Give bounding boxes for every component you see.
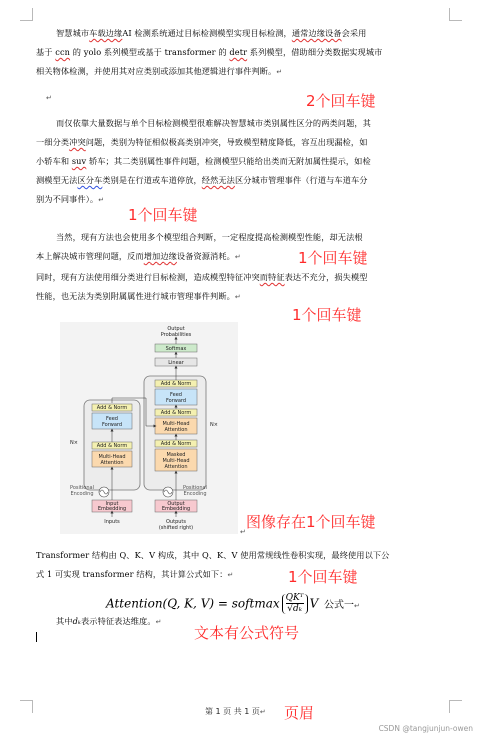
- svg-text:Positional: Positional: [70, 485, 94, 491]
- spellcheck-word[interactable]: 增加边缘: [143, 251, 177, 261]
- text: 的 yolo 系列模型或基于 transformer 的: [70, 47, 230, 57]
- margin-corner-top-left: [20, 8, 33, 21]
- transformer-architecture-image[interactable]: [60, 322, 238, 534]
- attention-formula[interactable]: [106, 594, 318, 614]
- annotation-label: 1个回车键: [292, 306, 362, 324]
- annotation-label: 1个回车键: [128, 206, 198, 224]
- margin-corner-bottom-right: [449, 700, 462, 713]
- text: 当然，现有方法也会使用多个模型组合判断，一定程度提高检测模型性能，却无法根: [56, 232, 363, 242]
- paragraph-mark: ↵: [46, 94, 52, 102]
- empty-line: [36, 88, 456, 108]
- svg-text:Add & Norm: Add & Norm: [160, 381, 192, 387]
- paragraph-1[interactable]: [36, 24, 446, 82]
- paragraph-mark: ↵: [259, 708, 266, 716]
- svg-text:Feed: Feed: [170, 392, 182, 398]
- svg-text:Embedding: Embedding: [97, 506, 127, 512]
- formula-denominator: √dₖ: [287, 604, 302, 614]
- text: 一细分类: [36, 137, 70, 147]
- paragraph-mark: ↵: [234, 293, 241, 301]
- text: 本上解决城市管理问题，反而: [36, 251, 144, 261]
- text: 智慧城市: [56, 28, 90, 38]
- svg-text:Add & Norm: Add & Norm: [160, 441, 192, 447]
- text: 相关物体检测，并使用其对应类别或添加其他逻辑进行事件判断。: [36, 66, 277, 76]
- text: 系列模型，借助细分类数据实现城市: [247, 47, 383, 57]
- svg-text:N×: N×: [70, 440, 78, 446]
- formula-label-text: 公式一: [324, 600, 354, 611]
- paragraph-mark: ↵: [98, 196, 105, 204]
- annotation-label: 1个回车键: [298, 249, 368, 267]
- paragraph-mark: ↵: [227, 571, 234, 579]
- paragraph-mark: ↵: [354, 602, 360, 610]
- paragraph-mark: ↵: [240, 528, 246, 536]
- svg-text:Output: Output: [167, 326, 185, 332]
- text: 而仅依靠大量数据与单个目标检测模型很难解决智慧城市类别属性区分的两类问题，其: [56, 118, 371, 128]
- svg-text:Attention: Attention: [164, 427, 188, 433]
- text: 类别是在行道或车道停放，: [102, 175, 202, 185]
- svg-text:Probabilities: Probabilities: [160, 332, 192, 338]
- symbol-dk: dₖ: [72, 616, 82, 626]
- text: 会采用: [341, 28, 367, 38]
- svg-text:Multi-Head: Multi-Head: [98, 454, 126, 460]
- text: 轿车；其二类别属性事件问题，检测模型只能给出类而无附加属性提示，如检: [86, 156, 371, 166]
- text: 测模型无法: [36, 175, 78, 185]
- text: 区分城市管理事件（行道与车道车分: [234, 175, 368, 185]
- watermark: CSDN @tangjunjun-owen: [378, 724, 473, 733]
- margin-corner-bottom-left: [20, 700, 33, 713]
- text: 小轿车和: [36, 156, 72, 166]
- svg-text:Multi-Head: Multi-Head: [162, 421, 190, 427]
- svg-text:Encoding: Encoding: [70, 491, 94, 497]
- transformer-diagram: [60, 322, 238, 534]
- formula-label: [324, 596, 360, 611]
- svg-text:Multi-Head: Multi-Head: [162, 458, 190, 464]
- svg-text:Masked: Masked: [166, 452, 186, 458]
- svg-text:Outputs: Outputs: [166, 519, 186, 525]
- spellcheck-word[interactable]: detr: [229, 47, 248, 57]
- feed-forward-label: Feed: [106, 416, 118, 422]
- paragraph-5[interactable]: [36, 546, 446, 585]
- annotation-label: 2个回车键: [306, 92, 376, 110]
- paragraph-2[interactable]: [36, 114, 446, 210]
- svg-text:Add & Norm: Add & Norm: [160, 410, 192, 416]
- text: 别为不同事件）。: [36, 194, 99, 204]
- spellcheck-word[interactable]: ccn: [55, 47, 71, 57]
- svg-text:Softmax: Softmax: [165, 346, 187, 352]
- text-cursor: [36, 632, 37, 642]
- annotation-label: 图像存在1个回车键: [246, 513, 376, 531]
- svg-text:Forward: Forward: [101, 422, 123, 428]
- svg-text:Positional: Positional: [183, 485, 207, 491]
- text: 其中: [56, 616, 73, 626]
- spellcheck-word[interactable]: 冲突: [69, 137, 86, 147]
- paragraph-mark: ↵: [155, 618, 162, 626]
- text: 性能，也无法为类别附属属性进行城市管理事件判断。: [36, 291, 235, 301]
- paragraph-3[interactable]: [36, 228, 446, 267]
- svg-text:(shifted right): (shifted right): [158, 525, 194, 531]
- svg-text:N×: N×: [210, 422, 218, 428]
- svg-text:Forward: Forward: [165, 398, 187, 404]
- text: 表达不充分，损失模型: [284, 272, 368, 282]
- svg-text:Linear: Linear: [168, 360, 184, 366]
- paragraph-mark: ↵: [276, 68, 283, 76]
- text: 问题，类别为特征相似极高类别冲突，导致模型精度降低，容互出现漏检，如: [85, 137, 368, 147]
- svg-text:Attention: Attention: [164, 464, 188, 470]
- svg-text:Output: Output: [167, 501, 185, 507]
- svg-text:Add & Norm: Add & Norm: [96, 443, 128, 449]
- annotation-label: 1个回车键: [288, 568, 358, 586]
- add-norm-label: Add & Norm: [96, 405, 128, 411]
- page-footer[interactable]: [205, 706, 266, 717]
- formula-fraction: [282, 594, 308, 614]
- text: 表示特征表达维度。: [81, 616, 156, 626]
- formula-lhs: Attention(Q, K, V) = softmax: [106, 596, 280, 611]
- paragraph-4[interactable]: [36, 268, 446, 307]
- svg-text:Inputs: Inputs: [104, 519, 120, 525]
- formula-numerator: QKᵀ: [285, 593, 304, 603]
- text: 同时，现有方法使用细分类进行目标检测，造成模型特征冲突: [36, 272, 260, 282]
- text: 设备资源消耗。: [176, 251, 235, 261]
- text: Transformer 结构由 Q、K、V 构成，其中 Q、K、V 使用常规线性卷积实现，最终使用以下公: [36, 550, 390, 560]
- text: 基于: [36, 47, 56, 57]
- spellcheck-word[interactable]: 通常边缘设备: [291, 28, 342, 38]
- formula-rhs: V: [309, 596, 319, 611]
- paragraph-mark: ↵: [234, 253, 241, 261]
- svg-text:Embedding: Embedding: [161, 506, 191, 512]
- text: AI 检测系统通过目标检测模型实现目标检测，: [122, 28, 292, 38]
- spellcheck-word[interactable]: 而特征: [259, 272, 285, 282]
- margin-corner-top-right: [449, 8, 462, 21]
- spellcheck-word[interactable]: suv: [71, 156, 87, 166]
- spellcheck-word[interactable]: 车载边缘: [89, 28, 123, 38]
- annotation-label: 页眉: [284, 704, 315, 722]
- svg-text:Encoding: Encoding: [183, 491, 207, 497]
- grammar-word[interactable]: 区分车: [77, 175, 103, 185]
- svg-text:Attention: Attention: [100, 460, 124, 466]
- footer-text: 第 1 页 共 1 页: [205, 707, 260, 716]
- svg-text:Input: Input: [105, 501, 119, 507]
- text: 式 1 可实现 transformer 结构，其计算公式如下：: [36, 569, 228, 579]
- annotation-label: 文本有公式符号: [194, 624, 300, 642]
- spellcheck-word[interactable]: 经然无法: [201, 175, 235, 185]
